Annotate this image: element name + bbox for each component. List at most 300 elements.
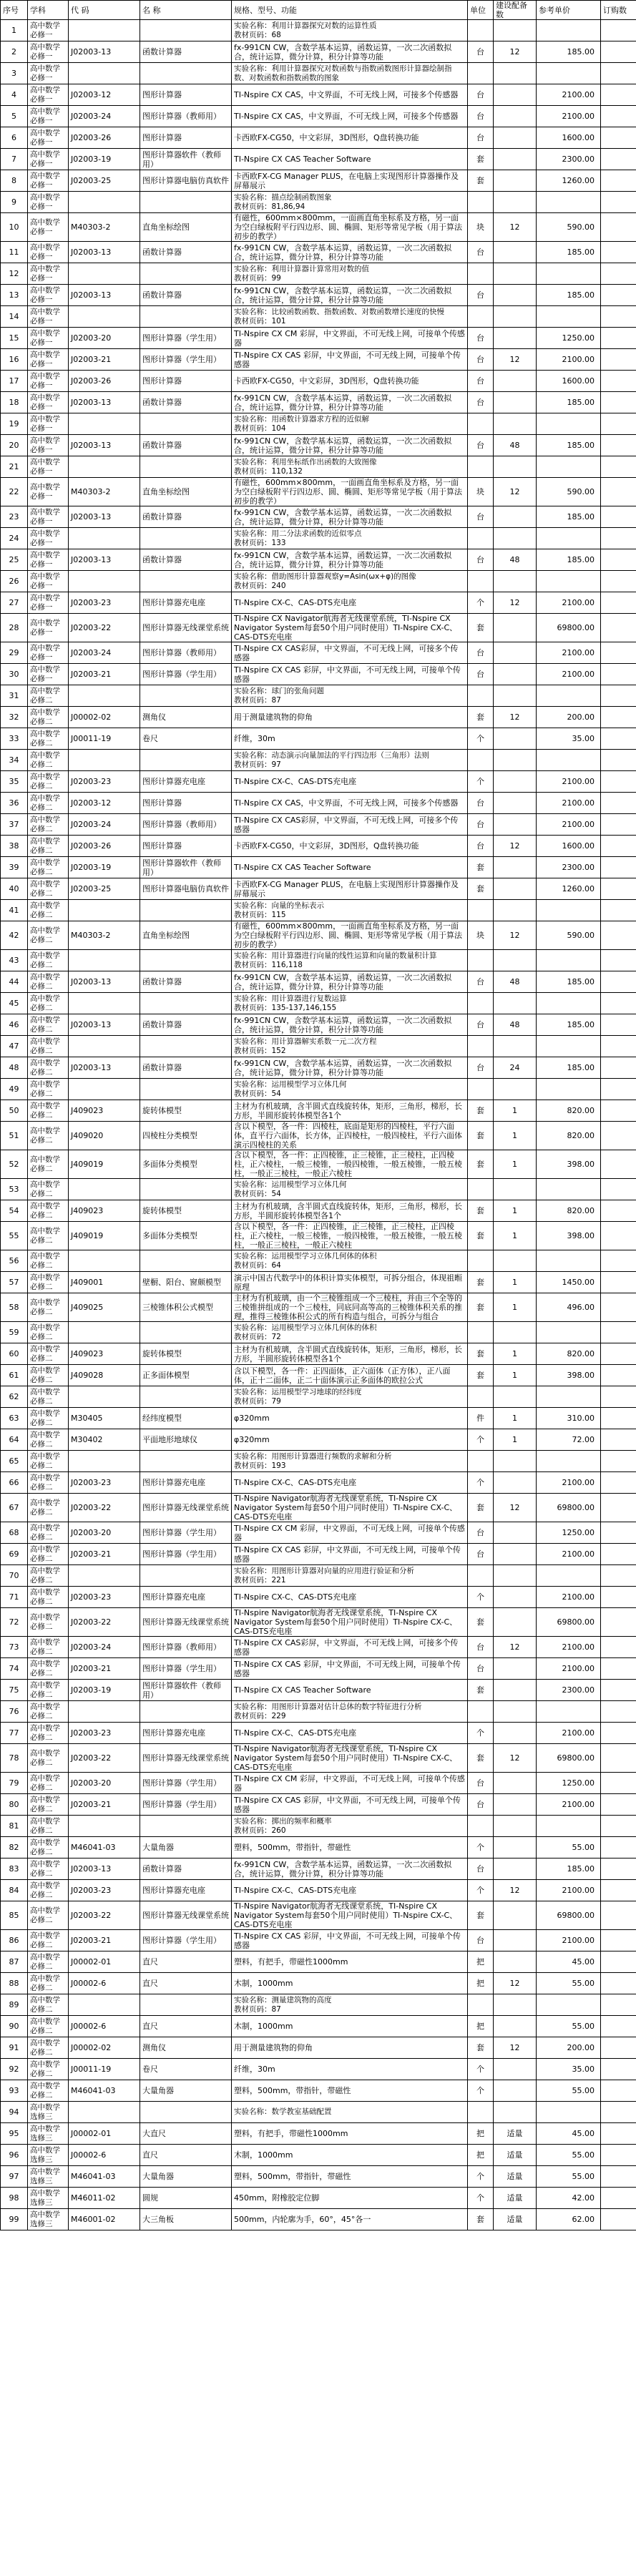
cell-price: 2100.00 <box>537 84 601 106</box>
table-row <box>1 921 636 950</box>
cell-code: J02003-22 <box>69 614 140 642</box>
cell-quantity: 12 <box>494 836 537 857</box>
cell-spec: 主材为有机玻璃，含半圆式直线旋转体，矩形，三角形，梯形，长方形，半圆形旋转体模型各1个 <box>232 1343 468 1365</box>
table-row <box>1 1494 636 1522</box>
cell-spec: 450mm，附橡胶定位脚 <box>232 2188 468 2209</box>
table-row <box>1 506 636 528</box>
cell-name: 图形计算器充电座 <box>140 1587 232 1608</box>
table-row <box>1 685 636 707</box>
cell-order <box>601 614 636 642</box>
cell-unit: 套 <box>468 1100 494 1122</box>
cell-name: 图形计算器充电座 <box>140 1472 232 1494</box>
cell-order <box>601 1637 636 1658</box>
cell-unit: 台 <box>468 285 494 306</box>
cell-code: J00011-19 <box>69 2059 140 2080</box>
cell-unit <box>468 750 494 771</box>
cell-order <box>601 2188 636 2209</box>
cell-quantity <box>494 814 537 836</box>
header-row <box>1 1 636 20</box>
cell-spec: TI-Nspire Navigator航海者无线课堂系统，TI-Nspire CX Navigator System每套50个用户同时使用）TI-Nspire CX-C、CAS-DTS充电座 <box>232 1744 468 1773</box>
table-row <box>1 814 636 836</box>
cell-subject: 高中数学必修二 <box>28 1680 69 1701</box>
cell-order <box>601 1837 636 1858</box>
cell-spec: 塑料，500mm，带指针，带磁性 <box>232 2080 468 2102</box>
cell-name: 图形计算器充电座 <box>140 771 232 793</box>
cell-unit <box>468 1079 494 1100</box>
cell-code: J409023 <box>69 1100 140 1122</box>
cell-unit: 套 <box>468 1343 494 1365</box>
cell-quantity: 12 <box>494 1973 537 1994</box>
cell-name: 图形计算器电脑仿真软件 <box>140 878 232 900</box>
cell-unit: 个 <box>468 1880 494 1901</box>
cell-no: 10 <box>1 213 28 242</box>
cell-code: J02003-26 <box>69 371 140 392</box>
table-row <box>1 1723 636 1744</box>
cell-unit: 台 <box>468 1794 494 1816</box>
table-row <box>1 857 636 878</box>
cell-order <box>601 921 636 950</box>
cell-spec: TI-Nspire CX CAS 彩屏，中文界面，不可无线上网，可接单个传感器 <box>232 1794 468 1816</box>
cell-spec: 用于测量建筑物的仰角 <box>232 2037 468 2059</box>
cell-unit: 个 <box>468 1429 494 1451</box>
cell-spec: TI-Nspire CX CM 彩屏，中文界面，不可无线上网，可接单个传感器 <box>232 1773 468 1794</box>
cell-quantity <box>494 170 537 192</box>
cell-no: 99 <box>1 2209 28 2230</box>
cell-code <box>69 63 140 84</box>
cell-price: 185.00 <box>537 1057 601 1079</box>
cell-price: 35.00 <box>537 2059 601 2080</box>
cell-price: 1260.00 <box>537 878 601 900</box>
cell-code: J02003-24 <box>69 1637 140 1658</box>
cell-quantity <box>494 664 537 685</box>
cell-unit <box>468 571 494 592</box>
cell-price: 185.00 <box>537 1014 601 1036</box>
cell-unit: 套 <box>468 1150 494 1179</box>
cell-name <box>140 750 232 771</box>
cell-unit <box>468 1816 494 1837</box>
cell-price <box>537 263 601 285</box>
table-row <box>1 413 636 435</box>
cell-order <box>601 392 636 413</box>
cell-no: 73 <box>1 1637 28 1658</box>
cell-unit: 个 <box>468 592 494 614</box>
cell-name: 圆规 <box>140 2188 232 2209</box>
cell-unit: 把 <box>468 1973 494 1994</box>
cell-name <box>140 1250 232 1272</box>
cell-quantity: 12 <box>494 349 537 371</box>
cell-quantity <box>494 63 537 84</box>
cell-price: 185.00 <box>537 506 601 528</box>
cell-unit <box>468 306 494 328</box>
cell-unit: 把 <box>468 2123 494 2145</box>
cell-no: 20 <box>1 435 28 456</box>
header-spec: 规格、型号、功能 <box>232 1 468 20</box>
cell-unit: 台 <box>468 642 494 664</box>
cell-name: 图形计算器充电座 <box>140 592 232 614</box>
cell-code: J02003-23 <box>69 1723 140 1744</box>
cell-unit: 个 <box>468 2080 494 2102</box>
cell-unit <box>468 1322 494 1343</box>
cell-subject: 高中数学必修二 <box>28 1901 69 1930</box>
cell-subject: 高中数学必修二 <box>28 1343 69 1365</box>
cell-quantity <box>494 127 537 149</box>
cell-code: J409001 <box>69 1272 140 1293</box>
cell-price: 2100.00 <box>537 1794 601 1816</box>
cell-name: 函数计算器 <box>140 1858 232 1880</box>
cell-code: J02003-22 <box>69 1744 140 1773</box>
header-order: 订购数 <box>601 1 636 20</box>
cell-code: J02003-25 <box>69 170 140 192</box>
cell-code: J02003-21 <box>69 664 140 685</box>
cell-order <box>601 793 636 814</box>
table-row <box>1 1773 636 1794</box>
cell-name: 大直尺 <box>140 2123 232 2145</box>
table-row <box>1 549 636 571</box>
cell-name: 图形计算器（学生用） <box>140 1794 232 1816</box>
cell-subject: 高中数学必修一 <box>28 549 69 571</box>
cell-no: 92 <box>1 2059 28 2080</box>
cell-order <box>601 814 636 836</box>
cell-order <box>601 2209 636 2230</box>
cell-order <box>601 1408 636 1429</box>
cell-name: 函数计算器 <box>140 549 232 571</box>
cell-unit: 台 <box>468 127 494 149</box>
cell-quantity <box>494 993 537 1014</box>
cell-spec: TI-Nspire CX CAS，中文界面，不可无线上网，可接多个传感器 <box>232 793 468 814</box>
cell-no: 37 <box>1 814 28 836</box>
cell-name: 图形计算器（教师用） <box>140 814 232 836</box>
cell-unit: 个 <box>468 1472 494 1494</box>
cell-spec: fx-991CN CW，含数学基本运算，函数运算，一次二次函数拟合，统计运算，微分计算，积分计算等功能 <box>232 1057 468 1079</box>
cell-quantity: 12 <box>494 2037 537 2059</box>
cell-no: 56 <box>1 1250 28 1272</box>
cell-name <box>140 1322 232 1343</box>
table-row <box>1 1680 636 1701</box>
cell-code: J02003-13 <box>69 1858 140 1880</box>
cell-subject: 高中数学必修二 <box>28 1408 69 1429</box>
cell-spec: 用于测量建筑物的仰角 <box>232 707 468 728</box>
cell-code: J02003-21 <box>69 1658 140 1680</box>
cell-name <box>140 571 232 592</box>
cell-name <box>140 1816 232 1837</box>
cell-unit: 台 <box>468 549 494 571</box>
cell-quantity <box>494 728 537 750</box>
header-name: 名 称 <box>140 1 232 20</box>
table-row <box>1 2102 636 2123</box>
table-row <box>1 1794 636 1816</box>
cell-subject: 高中数学必修二 <box>28 1429 69 1451</box>
cell-subject: 高中数学必修二 <box>28 750 69 771</box>
cell-spec: TI-Nspire CX CAS，中文界面，不可无线上网，可接多个传感器 <box>232 106 468 127</box>
cell-name: 函数计算器 <box>140 1057 232 1079</box>
table-row <box>1 1472 636 1494</box>
cell-subject: 高中数学必修二 <box>28 1637 69 1658</box>
cell-subject: 高中数学必修二 <box>28 1036 69 1057</box>
cell-spec: fx-991CN CW，含数学基本运算，函数运算，一次二次函数拟合，统计运算，微分计算，积分计算等功能 <box>232 41 468 63</box>
cell-subject: 高中数学必修一 <box>28 106 69 127</box>
cell-no: 88 <box>1 1973 28 1994</box>
header-code: 代 码 <box>69 1 140 20</box>
table-row <box>1 1036 636 1057</box>
cell-name: 直角坐标绘图 <box>140 213 232 242</box>
cell-quantity <box>494 149 537 170</box>
cell-quantity <box>494 1036 537 1057</box>
cell-name: 函数计算器 <box>140 41 232 63</box>
cell-quantity <box>494 306 537 328</box>
cell-quantity <box>494 1079 537 1100</box>
cell-code: J00002-6 <box>69 2145 140 2166</box>
cell-subject: 高中数学必修二 <box>28 1293 69 1322</box>
cell-no: 18 <box>1 392 28 413</box>
cell-order <box>601 456 636 478</box>
cell-price: 185.00 <box>537 285 601 306</box>
cell-quantity <box>494 2102 537 2123</box>
cell-unit: 台 <box>468 506 494 528</box>
cell-quantity: 12 <box>494 478 537 506</box>
cell-subject: 高中数学必修二 <box>28 1858 69 1880</box>
cell-code: J00002-02 <box>69 707 140 728</box>
cell-spec: TI-Nspire CX CM 彩屏，中文界面，不可无线上网，可接单个传感器 <box>232 1522 468 1544</box>
cell-spec: 含以下模型，各一件：正四棱锥，正三棱锥，正三棱柱，正四棱柱，正六棱柱，一般三棱锥，一般四棱锥，一般五棱锥，一般五棱柱，一般正三棱柱，一般正六棱柱 <box>232 1222 468 1250</box>
cell-order <box>601 1973 636 1994</box>
cell-price: 69800.00 <box>537 1494 601 1522</box>
cell-price <box>537 1565 601 1587</box>
cell-spec: 实验名称：运用模型学习立体几何体的体积 教材页码：72 <box>232 1322 468 1343</box>
cell-price <box>537 306 601 328</box>
cell-spec: 实验名称：用二分法求函数的近似零点 教材页码：133 <box>232 528 468 549</box>
cell-subject: 高中数学必修一 <box>28 170 69 192</box>
cell-order <box>601 1451 636 1472</box>
cell-unit: 台 <box>468 41 494 63</box>
cell-quantity <box>494 1680 537 1701</box>
table-row <box>1 1365 636 1386</box>
table-body <box>1 20 636 2230</box>
cell-subject: 高中数学必修二 <box>28 921 69 950</box>
cell-price: 55.00 <box>537 1973 601 1994</box>
cell-order <box>601 971 636 993</box>
table-row <box>1 1451 636 1472</box>
cell-order <box>601 1773 636 1794</box>
cell-name <box>140 1994 232 2016</box>
cell-spec: 卡西欧FX-CG50，中文彩屏，3D图形，Q盘转换功能 <box>232 127 468 149</box>
cell-name <box>140 1701 232 1723</box>
cell-code: J02003-13 <box>69 971 140 993</box>
cell-unit <box>468 528 494 549</box>
cell-subject: 高中数学必修二 <box>28 1272 69 1293</box>
cell-subject: 高中数学必修二 <box>28 793 69 814</box>
cell-subject: 高中数学必修一 <box>28 435 69 456</box>
cell-no: 90 <box>1 2016 28 2037</box>
cell-price <box>537 528 601 549</box>
cell-subject: 高中数学必修二 <box>28 878 69 900</box>
cell-code: J02003-13 <box>69 506 140 528</box>
header-quantity: 建设配备数 <box>494 1 537 20</box>
cell-no: 7 <box>1 149 28 170</box>
cell-order <box>601 413 636 435</box>
cell-name: 大量角器 <box>140 1837 232 1858</box>
cell-code: J00002-01 <box>69 2123 140 2145</box>
cell-no: 67 <box>1 1494 28 1522</box>
cell-quantity: 1 <box>494 1100 537 1122</box>
cell-name: 卷尺 <box>140 2059 232 2080</box>
cell-spec: 实验名称：掷出的频率和概率 教材页码：260 <box>232 1816 468 1837</box>
cell-spec: φ320mm <box>232 1429 468 1451</box>
cell-subject: 高中数学必修二 <box>28 1386 69 1408</box>
cell-code: J02003-13 <box>69 242 140 263</box>
cell-order <box>601 1658 636 1680</box>
cell-code <box>69 1816 140 1837</box>
cell-order <box>601 1858 636 1880</box>
cell-quantity: 12 <box>494 921 537 950</box>
cell-price <box>537 900 601 921</box>
cell-spec: 实验名称：利用坐标纸作出函数的大致图像 教材页码：110,132 <box>232 456 468 478</box>
cell-spec: TI-Nspire CX-C、CAS-DTS充电座 <box>232 592 468 614</box>
cell-order <box>601 592 636 614</box>
cell-quantity <box>494 1658 537 1680</box>
cell-order <box>601 1951 636 1973</box>
cell-order <box>601 1365 636 1386</box>
cell-spec: fx-991CN CW，含数学基本运算，函数运算，一次二次函数拟合，统计运算，微分计算，积分计算等功能 <box>232 285 468 306</box>
cell-quantity <box>494 1701 537 1723</box>
cell-spec: TI-Nspire CX CAS 彩屏，中文界面，不可无线上网，可接单个传感器 <box>232 664 468 685</box>
cell-price <box>537 685 601 707</box>
cell-spec: fx-991CN CW，含数学基本运算，函数运算，一次二次函数拟合，统计运算，微分计算，积分计算等功能 <box>232 1858 468 1880</box>
cell-subject: 高中数学必修二 <box>28 1994 69 2016</box>
cell-order <box>601 1079 636 1100</box>
cell-quantity <box>494 456 537 478</box>
cell-price: 185.00 <box>537 549 601 571</box>
cell-name: 经纬度模型 <box>140 1408 232 1429</box>
cell-code: J409019 <box>69 1222 140 1250</box>
cell-no: 8 <box>1 170 28 192</box>
table-row <box>1 1608 636 1637</box>
cell-spec: 500mm，内轮廓为手，60°，45°各一 <box>232 2209 468 2230</box>
table-row <box>1 1079 636 1100</box>
cell-quantity <box>494 1522 537 1544</box>
cell-order <box>601 1322 636 1343</box>
cell-subject: 高中数学必修二 <box>28 857 69 878</box>
table-row <box>1 2037 636 2059</box>
cell-spec: 实验名称：比较函数函数、指数函数、对数函数增长速度的快慢 教材页码：101 <box>232 306 468 328</box>
table-row <box>1 707 636 728</box>
cell-subject: 高中数学必修二 <box>28 1565 69 1587</box>
cell-no: 19 <box>1 413 28 435</box>
cell-unit <box>468 63 494 84</box>
table-row <box>1 2016 636 2037</box>
cell-quantity <box>494 1544 537 1565</box>
cell-no: 38 <box>1 836 28 857</box>
cell-no: 28 <box>1 614 28 642</box>
table-row <box>1 2209 636 2230</box>
cell-code: J02003-21 <box>69 349 140 371</box>
cell-no: 48 <box>1 1057 28 1079</box>
table-row <box>1 371 636 392</box>
cell-price <box>537 1994 601 2016</box>
cell-unit <box>468 2102 494 2123</box>
cell-name <box>140 1036 232 1057</box>
table-row <box>1 328 636 349</box>
cell-unit <box>468 20 494 41</box>
table-row <box>1 349 636 371</box>
table-row <box>1 1200 636 1222</box>
cell-spec: TI-Nspire CX CAS 彩屏，中文界面，不可无线上网，可接单个传感器 <box>232 349 468 371</box>
cell-spec: 实验名称：用图形计算器对估计总体的数字特征进行分析 教材页码：229 <box>232 1701 468 1723</box>
cell-unit: 个 <box>468 2166 494 2188</box>
table-row <box>1 263 636 285</box>
cell-name: 函数计算器 <box>140 1014 232 1036</box>
table-row <box>1 793 636 814</box>
cell-order <box>601 285 636 306</box>
table-row <box>1 1222 636 1250</box>
cell-price: 310.00 <box>537 1408 601 1429</box>
cell-quantity <box>494 1587 537 1608</box>
cell-subject: 高中数学必修二 <box>28 707 69 728</box>
cell-unit: 套 <box>468 2209 494 2230</box>
cell-spec: 实验名称：运用模型学习立体几何 教材页码：54 <box>232 1179 468 1200</box>
cell-quantity <box>494 1472 537 1494</box>
cell-code <box>69 900 140 921</box>
table-row <box>1 2188 636 2209</box>
cell-quantity <box>494 2016 537 2037</box>
table-row <box>1 1901 636 1930</box>
cell-price: 55.00 <box>537 2145 601 2166</box>
cell-no: 82 <box>1 1837 28 1858</box>
cell-code <box>69 2102 140 2123</box>
cell-price: 2300.00 <box>537 149 601 170</box>
cell-unit <box>468 1250 494 1272</box>
cell-spec: 木制，1000mm <box>232 1973 468 1994</box>
cell-spec: TI-Nspire Navigator航海者无线课堂系统，TI-Nspire CX Navigator System每套50个用户同时使用）TI-Nspire CX-C、CAS-DTS充电座 <box>232 1608 468 1637</box>
table-row <box>1 1930 636 1951</box>
table-row <box>1 1293 636 1322</box>
cell-no: 16 <box>1 349 28 371</box>
cell-subject: 高中数学必修二 <box>28 1122 69 1150</box>
cell-quantity <box>494 2059 537 2080</box>
cell-price: 1600.00 <box>537 836 601 857</box>
table-row <box>1 1973 636 1994</box>
cell-code: J00002-6 <box>69 2016 140 2037</box>
cell-order <box>601 2059 636 2080</box>
cell-quantity <box>494 950 537 971</box>
cell-order <box>601 571 636 592</box>
cell-price <box>537 1079 601 1100</box>
cell-price <box>537 456 601 478</box>
cell-order <box>601 1100 636 1122</box>
cell-no: 43 <box>1 950 28 971</box>
cell-subject: 高中数学必修二 <box>28 1522 69 1544</box>
cell-quantity <box>494 1250 537 1272</box>
cell-code: J02003-21 <box>69 1930 140 1951</box>
cell-order <box>601 1014 636 1036</box>
cell-name: 图形计算器无线课堂系统 <box>140 1901 232 1930</box>
cell-no: 66 <box>1 1472 28 1494</box>
cell-name: 大量角器 <box>140 2080 232 2102</box>
cell-no: 87 <box>1 1951 28 1973</box>
cell-order <box>601 63 636 84</box>
cell-order <box>601 170 636 192</box>
cell-name: 图形计算器（教师用） <box>140 106 232 127</box>
cell-name <box>140 1386 232 1408</box>
cell-subject: 高中数学必修二 <box>28 993 69 1014</box>
cell-code: M40303-2 <box>69 213 140 242</box>
table-row <box>1 1858 636 1880</box>
cell-order <box>601 1723 636 1744</box>
table-row <box>1 1522 636 1544</box>
cell-subject: 高中数学必修二 <box>28 1973 69 1994</box>
cell-spec: TI-Nspire CX CAS彩屏，中文界面，不可无线上网，可接多个传感器 <box>232 1637 468 1658</box>
cell-price: 185.00 <box>537 392 601 413</box>
cell-spec: TI-Nspire CX CAS 彩屏，中文界面，不可无线上网，可接单个传感器 <box>232 1658 468 1680</box>
